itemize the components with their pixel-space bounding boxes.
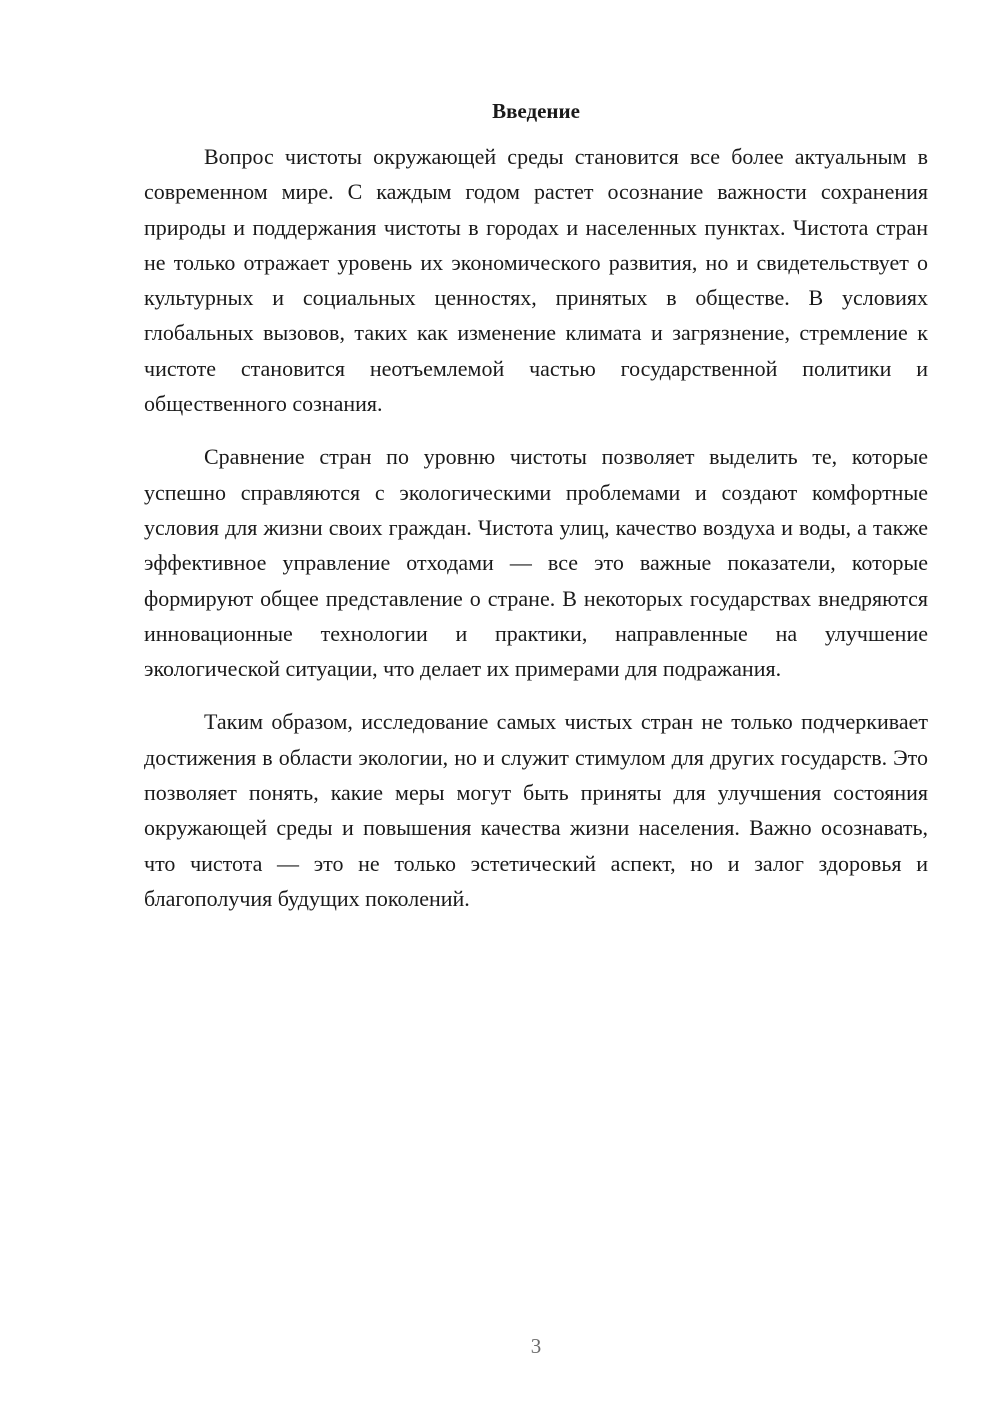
paragraph-1: Вопрос чистоты окружающей среды становится все более актуальным в современном мире. С каждым годом растет осознание важности сохранения природы и поддержания чистоты в городах и населенных пунктах. Чистота стран не только отражает уровень их экономического развития, но и свидетельствует о культурных и социальных ценностях, принятых в обществе. В условиях глобальных вызовов, таких как изменение климата и загрязнение, стремление к чистоте становится неотъемлемой частью государственной политики и общественного сознания. [144,144,928,417]
paragraph-2: Сравнение стран по уровню чистоты позволяет выделить те, которые успешно справляются с экологическими проблемами и создают комфортные условия для жизни своих граждан. Чистота улиц, качество воздуха и воды, а также эффективное управление отходами — все это важные показатели, которые формируют общее представление о стране. В некоторых государствах внедряются инновационные технологии и практики, направленные на улучшение экологической ситуации, что делает их примерами для подражания. [144,444,928,682]
page-title: Введение [492,99,580,123]
page-number: 3 [530,1334,542,1358]
paragraph-3: Таким образом, исследование самых чистых стран не только подчеркивает достижения в области экологии, но и служит стимулом для других государств. Это позволяет понять, какие меры могут быть приняты для улучшения состояния окружающей среды и повышения качества жизни населения. Важно осознавать, что чистота — это не только эстетический аспект, но и залог здоровья и благополучия будущих поколений. [144,709,928,911]
page-content [144,96,928,934]
